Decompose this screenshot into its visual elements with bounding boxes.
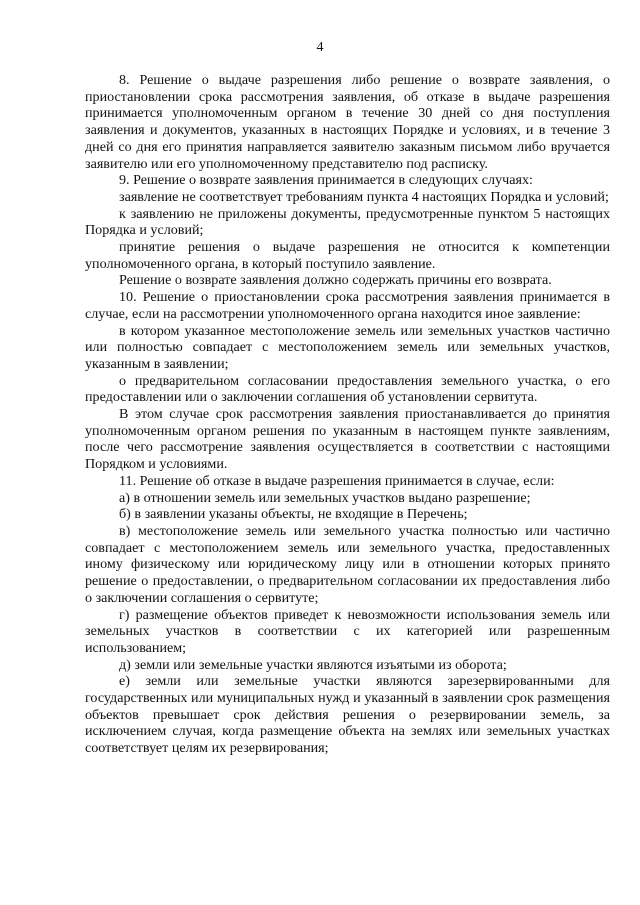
paragraph: 9. Решение о возврате заявления принимается в следующих случаях:: [119, 172, 533, 189]
paragraph: б) в заявлении указаны объекты, не входящие в Перечень;: [119, 506, 468, 523]
paragraph: д) земли или земельные участки являются изъятыми из оборота;: [119, 656, 507, 673]
paragraph: а) в отношении земель или земельных участков выдано разрешение;: [119, 489, 531, 506]
paragraph: в котором указанное местоположение земель или земельных участков частично или полностью совпадает с местоположением земель или земельных участков, указанным в заявлении;: [85, 322, 610, 372]
paragraph: в) местоположение земель или земельного участка полностью или частично совпадает с местоположением земель или земельного участка, предоставленных иному физическому или юридическому лицу или в отношении которых принято решение о предоставлении, о предварительном согласовании их предоставления либо о заключении соглашения о сервитуте;: [85, 522, 610, 606]
paragraph: к заявлению не приложены документы, предусмотренные пунктом 5 настоящих Порядка и условий;: [85, 205, 610, 239]
paragraph: заявление не соответствует требованиям пункта 4 настоящих Порядка и условий;: [119, 188, 609, 205]
paragraph: 11. Решение об отказе в выдаче разрешения принимается в случае, если:: [119, 472, 555, 489]
paragraph: В этом случае срок рассмотрения заявления приостанавливается до принятия уполномоченным органом решения по указанным в настоящем пункте заявлениям, после чего рассмотрение заявления осуществляется в соответствии с настоящими Порядком и условиями.: [85, 406, 610, 473]
paragraph: 8. Решение о выдаче разрешения либо решение о возврате заявления, о приостановлении срока рассмотрения заявления, об отказе в выдаче разрешения принимается уполномоченным органом в течение 30 дней со дня поступления заявления и документов, указанных в настоящих Порядке и условиях, и в течение 3 дней со дня его принятия направляется заявителю заказным письмом либо вручается заявителю или его уполномоченному представителю под расписку.: [85, 72, 610, 172]
paragraph: Решение о возврате заявления должно содержать причины его возврата.: [119, 272, 552, 289]
paragraph: принятие решения о выдаче разрешения не относится к компетенции уполномоченного органа, в который поступило заявление.: [85, 239, 610, 272]
paragraph: е) земли или земельные участки являются зарезервированными для государственных или муниципальных нужд и указанный в заявлении срок размещения объектов превышает срок действия решения о резервировании земель, за исключением случая, когда размещение объекта на землях или земельных участках соответствует целям их резервирования;: [85, 673, 610, 757]
paragraph: 10. Решение о приостановлении срока рассмотрения заявления принимается в случае, если на рассмотрении уполномоченного органа находится иное заявление:: [85, 289, 610, 322]
page-number: 4: [316, 40, 324, 55]
document-body: [85, 72, 610, 757]
paragraph: о предварительном согласовании предоставления земельного участка, о его предоставлении или о заключении соглашения об установлении сервитута.: [85, 372, 610, 406]
paragraph: г) размещение объектов приведет к невозможности использования земель или земельных участков в соответствии с их категорией или разрешенным использованием;: [85, 606, 610, 656]
